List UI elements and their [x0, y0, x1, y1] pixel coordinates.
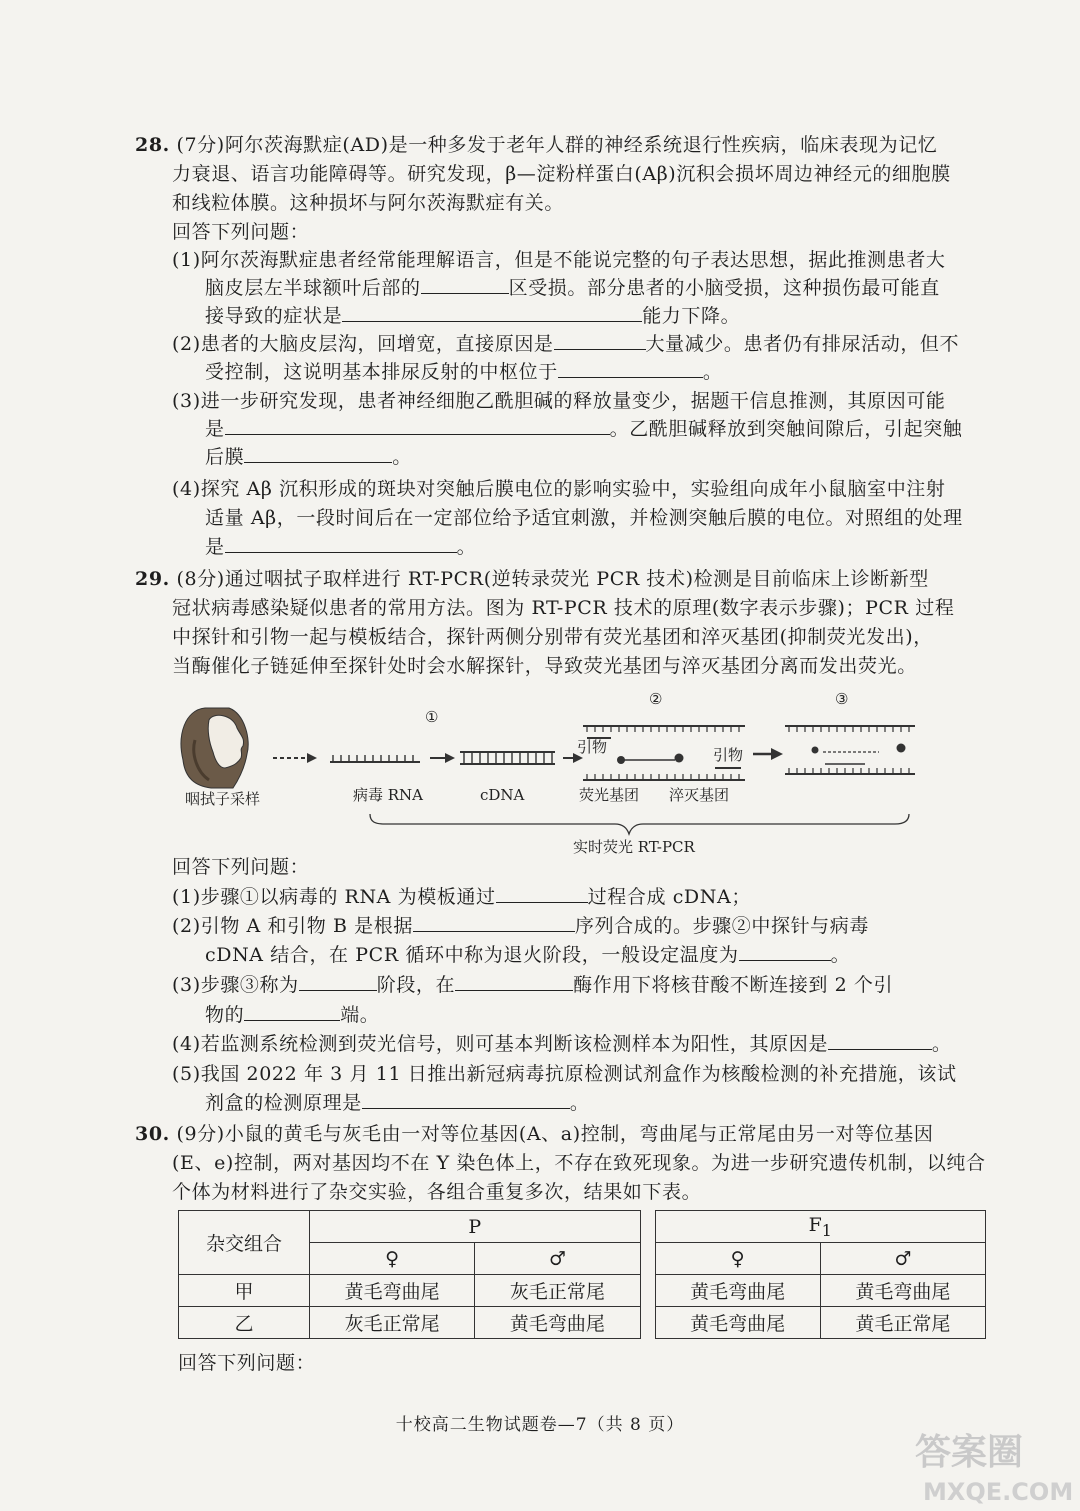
extension-strands [785, 726, 915, 774]
q29-points: (8分) [176, 568, 225, 590]
q30-stem-2: (E、e)控制，两对基因均不在 Y 染色体上，不存在致死现象。为进一步研究遗传机制，以纯合 [172, 1152, 986, 1174]
q30-line-1 [135, 1121, 934, 1147]
q28-p2-text-a: (2)患者的大脑皮层沟，回增宽，直接原因是 [172, 333, 554, 355]
f1-letter: F [808, 1213, 822, 1236]
q28-stem-2: 力衰退、语言功能障碍等。研究发现，β—淀粉样蛋白(Aβ)沉积会损坏周边神经元的细胞膜 [172, 163, 951, 185]
f1-header [655, 1211, 986, 1243]
f1-subscript: 1 [821, 1220, 832, 1240]
answer-blank[interactable] [244, 1002, 340, 1021]
step-2-label: ② [649, 690, 663, 708]
fluor-label: 荧光基团 [579, 786, 640, 804]
q29-p5-line-1: (5)我国 2022 年 3 月 11 日推出新冠病毒抗原检测试剂盒作为核酸检测的补充措施，该试 [172, 1063, 957, 1085]
q29-p3-text-c: 酶作用下将核苷酸不断连接到 2 个引 [573, 974, 894, 996]
table-cell: 黄毛正常尾 [820, 1307, 985, 1339]
answer-blank[interactable] [558, 359, 703, 378]
q29-p5-text-b: 。 [569, 1092, 590, 1114]
q29-p5-line-2 [205, 1090, 589, 1116]
q28-p2-text-c: 受控制，这说明基本排尿反射的中枢位于 [205, 361, 558, 383]
q29-p2-text-c: cDNA 结合，在 PCR 循环中称为退火阶段，一般设定温度为 [205, 944, 739, 966]
q29-p1-text-a: (1)步骤①以病毒的 RNA 为模板通过 [172, 886, 496, 908]
rt-pcr-diagram [175, 680, 995, 860]
q29-p1-text-b: 过程合成 cDNA； [587, 886, 751, 908]
answer-blank[interactable] [828, 1031, 932, 1050]
q28-p3-line-3 [205, 444, 412, 470]
brace-shape [370, 814, 909, 834]
q29-p4-text-b: 。 [931, 1033, 952, 1055]
q29-p3-line-1 [172, 972, 893, 998]
answer-blank[interactable] [554, 331, 646, 350]
cdna-double-strand [460, 752, 555, 764]
q30-prompt: 回答下列问题： [178, 1352, 316, 1374]
q30-stem-3: 个体为材料进行了杂交实验，各组合重复多次，结果如下表。 [172, 1181, 702, 1203]
q28-p3-line-2 [205, 416, 962, 442]
cdna-label: cDNA [480, 786, 525, 804]
f1-male-header: ♂ [820, 1243, 985, 1275]
p-header: P [310, 1211, 641, 1243]
q28-prompt: 回答下列问题： [172, 221, 310, 243]
viral-rna-strand [330, 755, 420, 762]
page-footer: 十校高二生物试题卷—7（共 8 页） [395, 1415, 685, 1435]
q28-p4-text-a: 是 [205, 536, 225, 558]
q28-p3-text-c: 后膜 [205, 446, 245, 468]
table-cell: 乙 [179, 1307, 310, 1339]
q28-p3-text-a: 是 [205, 418, 225, 440]
table-cell: 黄毛弯曲尾 [655, 1307, 820, 1339]
answer-blank[interactable] [739, 942, 831, 961]
q29-p3-text-b: 阶段，在 [376, 974, 456, 996]
table-cell: 黄毛弯曲尾 [655, 1275, 820, 1307]
q29-p2-text-b: 序列合成的。步骤②中探针与病毒 [574, 915, 869, 937]
q30-number: 30. [135, 1123, 170, 1145]
arrow-icon [445, 753, 455, 763]
q29-p4 [172, 1031, 952, 1057]
answer-blank[interactable] [225, 416, 610, 435]
q28-p4-line-2: 适量 Aβ，一段时间后在一定部位给予适宜刺激，并检测突触后膜的电位。对照组的处理 [205, 507, 963, 529]
q28-p1-text-b: 区受损。部分患者的小脑受损，这种损伤最可能直 [508, 277, 940, 299]
quench-label: 淬灭基团 [669, 786, 730, 804]
q28-p1-text-d: 能力下降。 [642, 305, 741, 327]
answer-blank[interactable] [455, 972, 573, 991]
table-row [179, 1307, 986, 1339]
q28-p2-line-1 [172, 331, 959, 357]
brace-label: 实时荧光 RT-PCR [573, 838, 695, 856]
q29-prompt: 回答下列问题： [172, 856, 310, 878]
q28-stem-3: 和线粒体膜。这种损坏与阿尔茨海默症有关。 [172, 192, 565, 214]
q29-number: 29. [135, 568, 170, 590]
arrow-icon [307, 753, 317, 763]
watermark-logo [905, 1420, 1075, 1508]
q29-p5-text-a: 剂盒的检测原理是 [205, 1092, 362, 1114]
table-cell: 黄毛弯曲尾 [475, 1307, 640, 1339]
p-male-header: ♂ [475, 1243, 640, 1275]
q28-p3-text-b: 。乙酰胆碱释放到突触间隙后，引起突触 [609, 418, 963, 440]
answer-blank[interactable] [225, 534, 457, 553]
answer-blank[interactable] [362, 1090, 570, 1109]
q28-p1-text-a: 脑皮层左半球额叶后部的 [205, 277, 421, 299]
q29-p4-text-a: (4)若监测系统检测到荧光信号，则可基本判断该检测样本为阳性，其原因是 [172, 1033, 828, 1055]
rna-label: 病毒 RNA [353, 786, 424, 804]
q29-p3-line-2 [205, 1002, 379, 1028]
primer-label-2: 引物 [713, 746, 744, 764]
q30-points: (9分) [176, 1123, 225, 1145]
svg-text:答案圈: 答案圈 [915, 1432, 1024, 1473]
q29-line-1 [135, 566, 929, 592]
quencher-dot [675, 754, 684, 763]
q28-line-1 [135, 132, 937, 158]
q29-p3-text-a: (3)步骤③称为 [172, 974, 299, 996]
step-3-label: ③ [835, 690, 849, 708]
q28-p2-text-d: 。 [702, 361, 723, 383]
q29-p3-text-d: 物的 [205, 1004, 245, 1026]
q30-stem-1: 小鼠的黄毛与灰毛由一对等位基因(A、a)控制，弯曲尾与正常尾由另一对等位基因 [224, 1123, 934, 1145]
q28-p3-text-d: 。 [392, 446, 412, 468]
cross-table [178, 1210, 986, 1339]
f1-female-header: ♀ [655, 1243, 820, 1275]
primer-label-1: 引物 [577, 738, 608, 756]
q29-p3-text-e: 端。 [340, 1004, 380, 1026]
person-head-icon [181, 708, 248, 788]
q29-stem-4: 当酶催化子链延伸至探针处时会水解探针，导致荧光基团与淬灭基团分离而发出荧光。 [172, 655, 917, 677]
q28-p1-line-1: (1)阿尔茨海默症患者经常能理解语言，但是不能说完整的句子表达思想，据此推测患者大 [172, 249, 946, 271]
q29-p1 [172, 884, 751, 910]
answer-blank[interactable] [299, 972, 377, 991]
combo-header: 杂交组合 [179, 1211, 310, 1275]
p-female-header: ♀ [310, 1243, 475, 1275]
q28-p3-line-1: (3)进一步研究发现，患者神经细胞乙酰胆碱的释放量变少，据题干信息推测，其原因可能 [172, 390, 946, 412]
table-cell: 黄毛弯曲尾 [310, 1275, 475, 1307]
q28-stem-1: 阿尔茨海默症(AD)是一种多发于老年人群的神经系统退行性疾病，临床表现为记忆 [224, 134, 938, 156]
step-1-label: ① [425, 708, 439, 726]
swab-label: 咽拭子采样 [185, 790, 261, 808]
q28-p4-line-1: (4)探究 Aβ 沉积形成的斑块对突触后膜电位的影响实验中，实验组向成年小鼠脑室中注射 [172, 478, 946, 500]
answer-blank[interactable] [413, 913, 575, 932]
table-cell: 黄毛弯曲尾 [820, 1275, 985, 1307]
table-cell: 灰毛正常尾 [475, 1275, 640, 1307]
q28-p4-text-b: 。 [456, 536, 477, 558]
q28-p1-text-c: 接导致的症状是 [205, 305, 343, 327]
q28-p1-line-3 [205, 303, 740, 329]
q29-stem-3: 中探针和引物一起与模板结合，探针两侧分别带有荧光基团和淬灭基团(抑制荧光发出)， [172, 626, 933, 648]
answer-blank[interactable] [342, 303, 642, 322]
fluorophore-dot [617, 756, 625, 764]
q28-number: 28. [135, 134, 170, 156]
q29-stem-2: 冠状病毒感染疑似患者的常用方法。图为 RT-PCR 技术的原理(数字表示步骤)；PCR 过程 [172, 597, 955, 619]
answer-blank[interactable] [244, 444, 392, 463]
q29-p2-line-2 [205, 942, 850, 968]
q28-p2-text-b: 大量减少。患者仍有排尿活动，但不 [645, 333, 960, 355]
q29-p2-text-a: (2)引物 A 和引物 B 是根据 [172, 915, 413, 937]
arrow-icon [771, 748, 783, 760]
q28-p2-line-2 [205, 359, 722, 385]
answer-blank[interactable] [496, 884, 588, 903]
q28-p1-line-2 [205, 275, 940, 301]
q28-p4-line-3 [205, 534, 476, 560]
table-cell: 灰毛正常尾 [310, 1307, 475, 1339]
q29-p2-text-d: 。 [830, 944, 851, 966]
svg-text:MXQE.COM: MXQE.COM [923, 1478, 1074, 1506]
answer-blank[interactable] [421, 275, 509, 294]
q28-points: (7分) [176, 134, 225, 156]
q29-p2-line-1 [172, 913, 869, 939]
table-cell: 甲 [179, 1275, 310, 1307]
q29-stem-1: 通过咽拭子取样进行 RT-PCR(逆转录荧光 PCR 技术)检测是目前临床上诊断新型 [224, 568, 929, 590]
table-row [179, 1275, 986, 1307]
